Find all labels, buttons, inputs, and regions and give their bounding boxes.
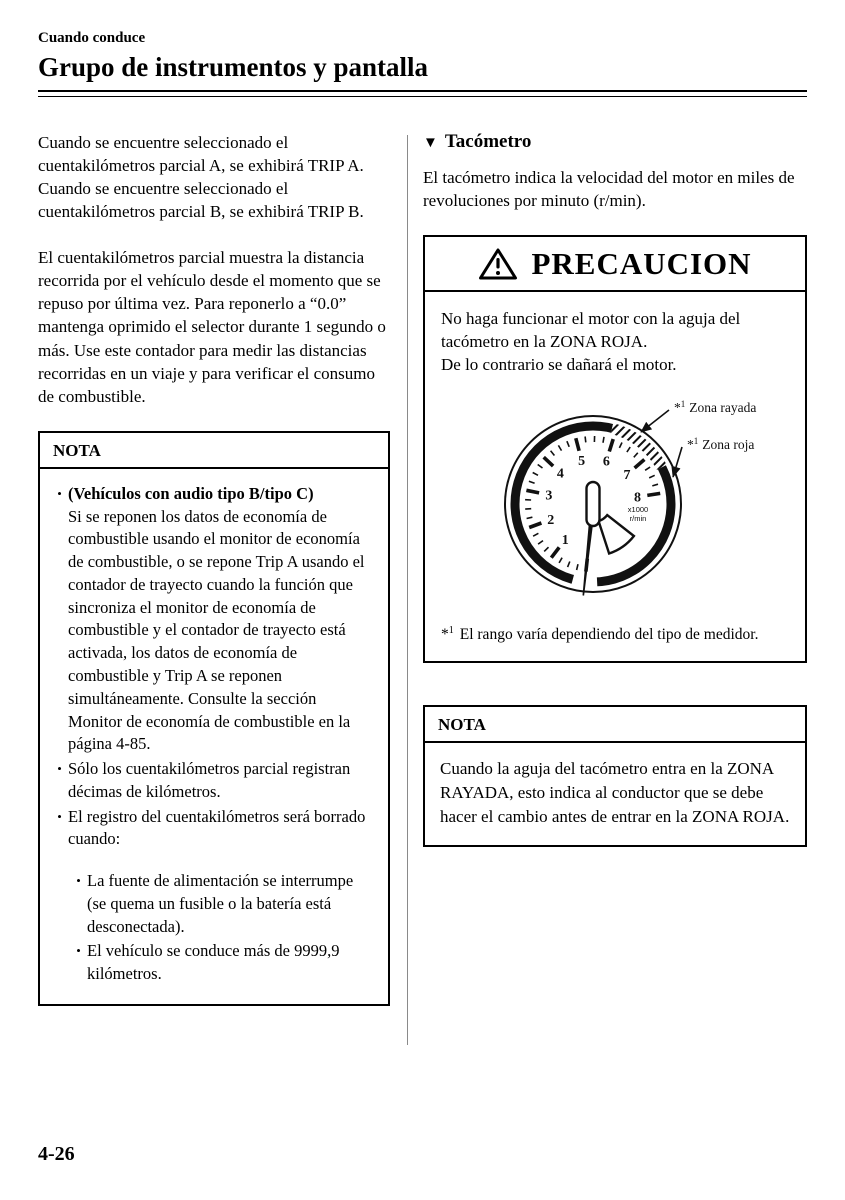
section-heading [423,131,807,153]
sub-list-item [70,940,374,986]
unit-label-top: x1000 [627,505,649,515]
list-item-text: Si se reponen los datos de economía de combustible usando el monitor de economía de combustible, o se repone Trip A usando el contador de trayecto cuando la función que sincroniza el monitor de economía de combustible y el contador de trayecto está activada, los datos de economía de combustible y Trip A se reponen simultáneamente. Consulte la sección Monitor de economía de combustible en la página 4-85. [68,506,365,754]
content-columns [38,131,807,1091]
paragraph-tachometer-intro: El tacómetro indica la velocidad del motor en miles de revoluciones por minuto (r/min). [423,167,795,210]
section-kicker: Cuando conduce [38,30,146,46]
sub-list [70,870,374,986]
left-column [38,131,390,1091]
list-item [51,758,374,804]
note-box-left [38,431,390,1006]
needle-hub [587,482,600,526]
gauge-number: 6 [602,454,610,470]
note-box-body [40,469,388,1004]
list-item [51,806,374,852]
gauge-display-wedge [599,515,634,553]
footnote-text: El rango varía dependiendo del tipo de medidor. [459,626,759,644]
list-item-text: El registro del cuentakilómetros será borrado cuando: [68,806,366,849]
tachometer-diagram [445,384,785,619]
list-item-text: El vehículo se conduce más de 9999,9 kilómetros. [87,941,340,984]
section-marker-icon: ▼ [423,134,438,151]
header-rule-thin [38,96,807,97]
page-header [38,30,807,97]
gauge-number: 8 [634,490,641,506]
section-title: Tacómetro [444,130,532,152]
list-item [51,483,374,756]
note-box-title: NOTA [425,707,805,743]
gauge-number: 2 [547,513,555,529]
caution-text-1: No haga funcionar el motor con la aguja del tacómetro en la ZONA ROJA. [441,308,741,352]
caution-text-2: De lo contrario se dañará el motor. [441,355,677,375]
gauge-number: 5 [578,454,586,470]
gauge-number: 4 [556,466,564,482]
diagram-footnote [425,623,805,661]
bullet-icon [51,806,68,852]
page-footer [38,1143,75,1166]
paragraph-trip: Cuando se encuentre seleccionado el cuentakilómetros parcial A, se exhibirá TRIP A. Cuando se encuentre seleccionado el cuentakilómetros parcial B, se exhibirá TRIP B. [38,132,364,222]
right-column [423,131,807,1091]
caution-box-title: PRECAUCION [531,245,752,281]
zona-rayada-label: *$^1$ Zona rayada [674,399,757,416]
zona-roja-arrow [673,447,682,477]
column-divider [407,135,408,1045]
bullet-icon [51,483,68,756]
sub-list-item [70,870,374,938]
gauge-number: 7 [623,468,631,484]
gauge-unit-label [628,505,648,523]
warning-triangle-icon [478,247,518,281]
paragraph-odometer: El cuentakilómetros parcial muestra la distancia recorrida por el vehículo desde el momento que se repuso por última vez. Para reponerlo a “0.0” mantenga oprimido el selector durante 1 segundo o más. Use este contador para medir las distancias recorridas en un viaje y para verificar el consumo de combustible. [38,248,386,406]
zona-rayada-arrow [641,410,669,432]
unit-label-bottom: r/min [629,514,647,524]
bullet-icon [51,758,68,804]
caution-box-header [425,237,805,292]
gauge-number: 3 [545,488,553,504]
bullet-icon [70,870,87,938]
note-box-title: NOTA [40,433,388,469]
gauge-number: 1 [561,533,569,549]
note-text: Cuando la aguja del tacómetro entra en la ZONA RAYADA, esto indica al conductor que se debe hacer el cambio antes de entrar en la ZONA ROJA. [440,759,790,826]
bullet-icon [70,940,87,986]
header-rule-thick [38,90,807,92]
caution-box [423,235,807,663]
footnote-ref: *$^1$ [441,625,454,644]
page-title: Grupo de instrumentos y pantalla [38,52,429,82]
list-item-text: La fuente de alimentación se interrumpe (se quema un fusible o la batería está desconectada). [87,871,354,936]
list-item-text: Sólo los cuentakilómetros parcial registran décimas de kilómetros. [68,759,351,801]
page-number: 4-26 [38,1143,75,1165]
note-box-body [425,743,805,844]
zona-roja-label: *$^1$ Zona roja [687,436,755,453]
note-box-right [423,705,807,846]
list-item-lead: (Vehículos con audio tipo B/tipo C) [68,483,314,503]
caution-box-body [425,292,805,623]
